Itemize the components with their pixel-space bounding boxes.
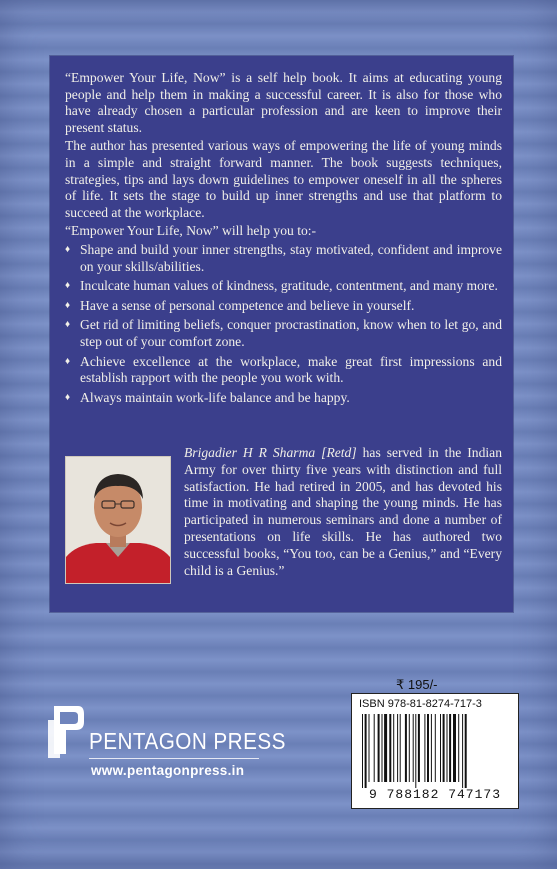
author-bio-text: has served in the Indian Army for over thirty five years with distinction and full satisfaction. He had retired in 2005, and has devoted his time in motivating and shaping the young minds. He has participated in numerous seminars and done a number of presentations on life skills. He has authored two successful books, “You too, can be a Genius,” and “Every child is a Genius.”	[184, 445, 502, 578]
publisher-divider	[89, 758, 259, 759]
barcode-bar	[378, 714, 380, 782]
barcode-bar	[409, 714, 410, 782]
barcode-bar	[418, 714, 420, 782]
list-item: ♦ Get rid of limiting beliefs, conquer procrastination, know when to let go, and step out of your comfort zone.	[65, 317, 502, 350]
barcode-bar	[365, 714, 367, 788]
barcode-bar	[400, 714, 401, 782]
barcode-bar	[382, 714, 383, 782]
barcode-bar	[389, 714, 391, 782]
barcode-number: 9 788182 747173	[368, 787, 502, 802]
barcode-bar	[465, 714, 467, 788]
barcode-bar	[369, 714, 370, 782]
publisher-logo-icon	[46, 700, 86, 765]
book-blurb	[65, 70, 502, 409]
barcode-bar	[427, 714, 429, 782]
barcode-bar	[447, 714, 448, 782]
barcode-bar	[443, 714, 445, 782]
barcode-bar	[413, 714, 414, 782]
barcode-bar	[458, 714, 459, 782]
barcode-bar	[374, 714, 375, 782]
benefit-list	[65, 242, 502, 406]
publisher-name: PENTAGON PRESS	[89, 728, 286, 754]
price-label: ₹ 195/-	[396, 677, 438, 692]
author-bio	[184, 445, 502, 579]
list-item: ♦ Inculcate human values of kindness, gratitude, contentment, and many more.	[65, 278, 502, 295]
list-item: ♦ Have a sense of personal competence and believe in yourself.	[65, 298, 502, 315]
blurb-paragraph-2: The author has presented various ways of empowering the life of young minds in a simple and straight forward manner. The book suggests techniques, strategies, tips and lays down guidelines to empower oneself in all the spheres of life. It sets the stage to build up inner strengths and use that platform to succeed at the workplace.	[65, 138, 502, 220]
publisher-url: www.pentagonpress.in	[91, 763, 245, 778]
barcode-bar	[384, 714, 387, 782]
barcode-bar	[453, 714, 456, 782]
barcode-bar	[415, 714, 416, 788]
barcode-bar	[362, 714, 363, 788]
barcode-bar	[462, 714, 463, 788]
barcode-bar	[435, 714, 436, 782]
barcode-bar	[449, 714, 451, 782]
list-item: ♦ Shape and build your inner strengths, stay motivated, confident and improve on your skills/abilities.	[65, 242, 502, 275]
barcode-bars	[360, 714, 510, 788]
isbn-label: ISBN 978-81-8274-717-3	[359, 698, 482, 710]
barcode-bar	[431, 714, 432, 782]
blurb-paragraph-1: “Empower Your Life, Now” is a self help book. It aims at educating young people and help them in making a successful career. It is also for those who have already chosen a particular profession and are keen to improve their present status.	[65, 70, 502, 135]
list-item: ♦ Always maintain work-life balance and be happy.	[65, 390, 502, 407]
barcode-bar	[397, 714, 398, 782]
barcode-bar	[440, 714, 441, 782]
barcode-bar	[393, 714, 394, 782]
barcode-bar	[405, 714, 407, 782]
author-name: Brigadier H R Sharma [Retd]	[184, 445, 357, 460]
isbn-barcode	[351, 693, 519, 809]
blurb-intro: “Empower Your Life, Now” will help you to:-	[65, 223, 317, 239]
author-photo	[65, 456, 171, 584]
list-item: ♦ Achieve excellence at the workplace, make great first impressions and establish rapport with the people you work with.	[65, 354, 502, 387]
barcode-bar	[424, 714, 425, 782]
